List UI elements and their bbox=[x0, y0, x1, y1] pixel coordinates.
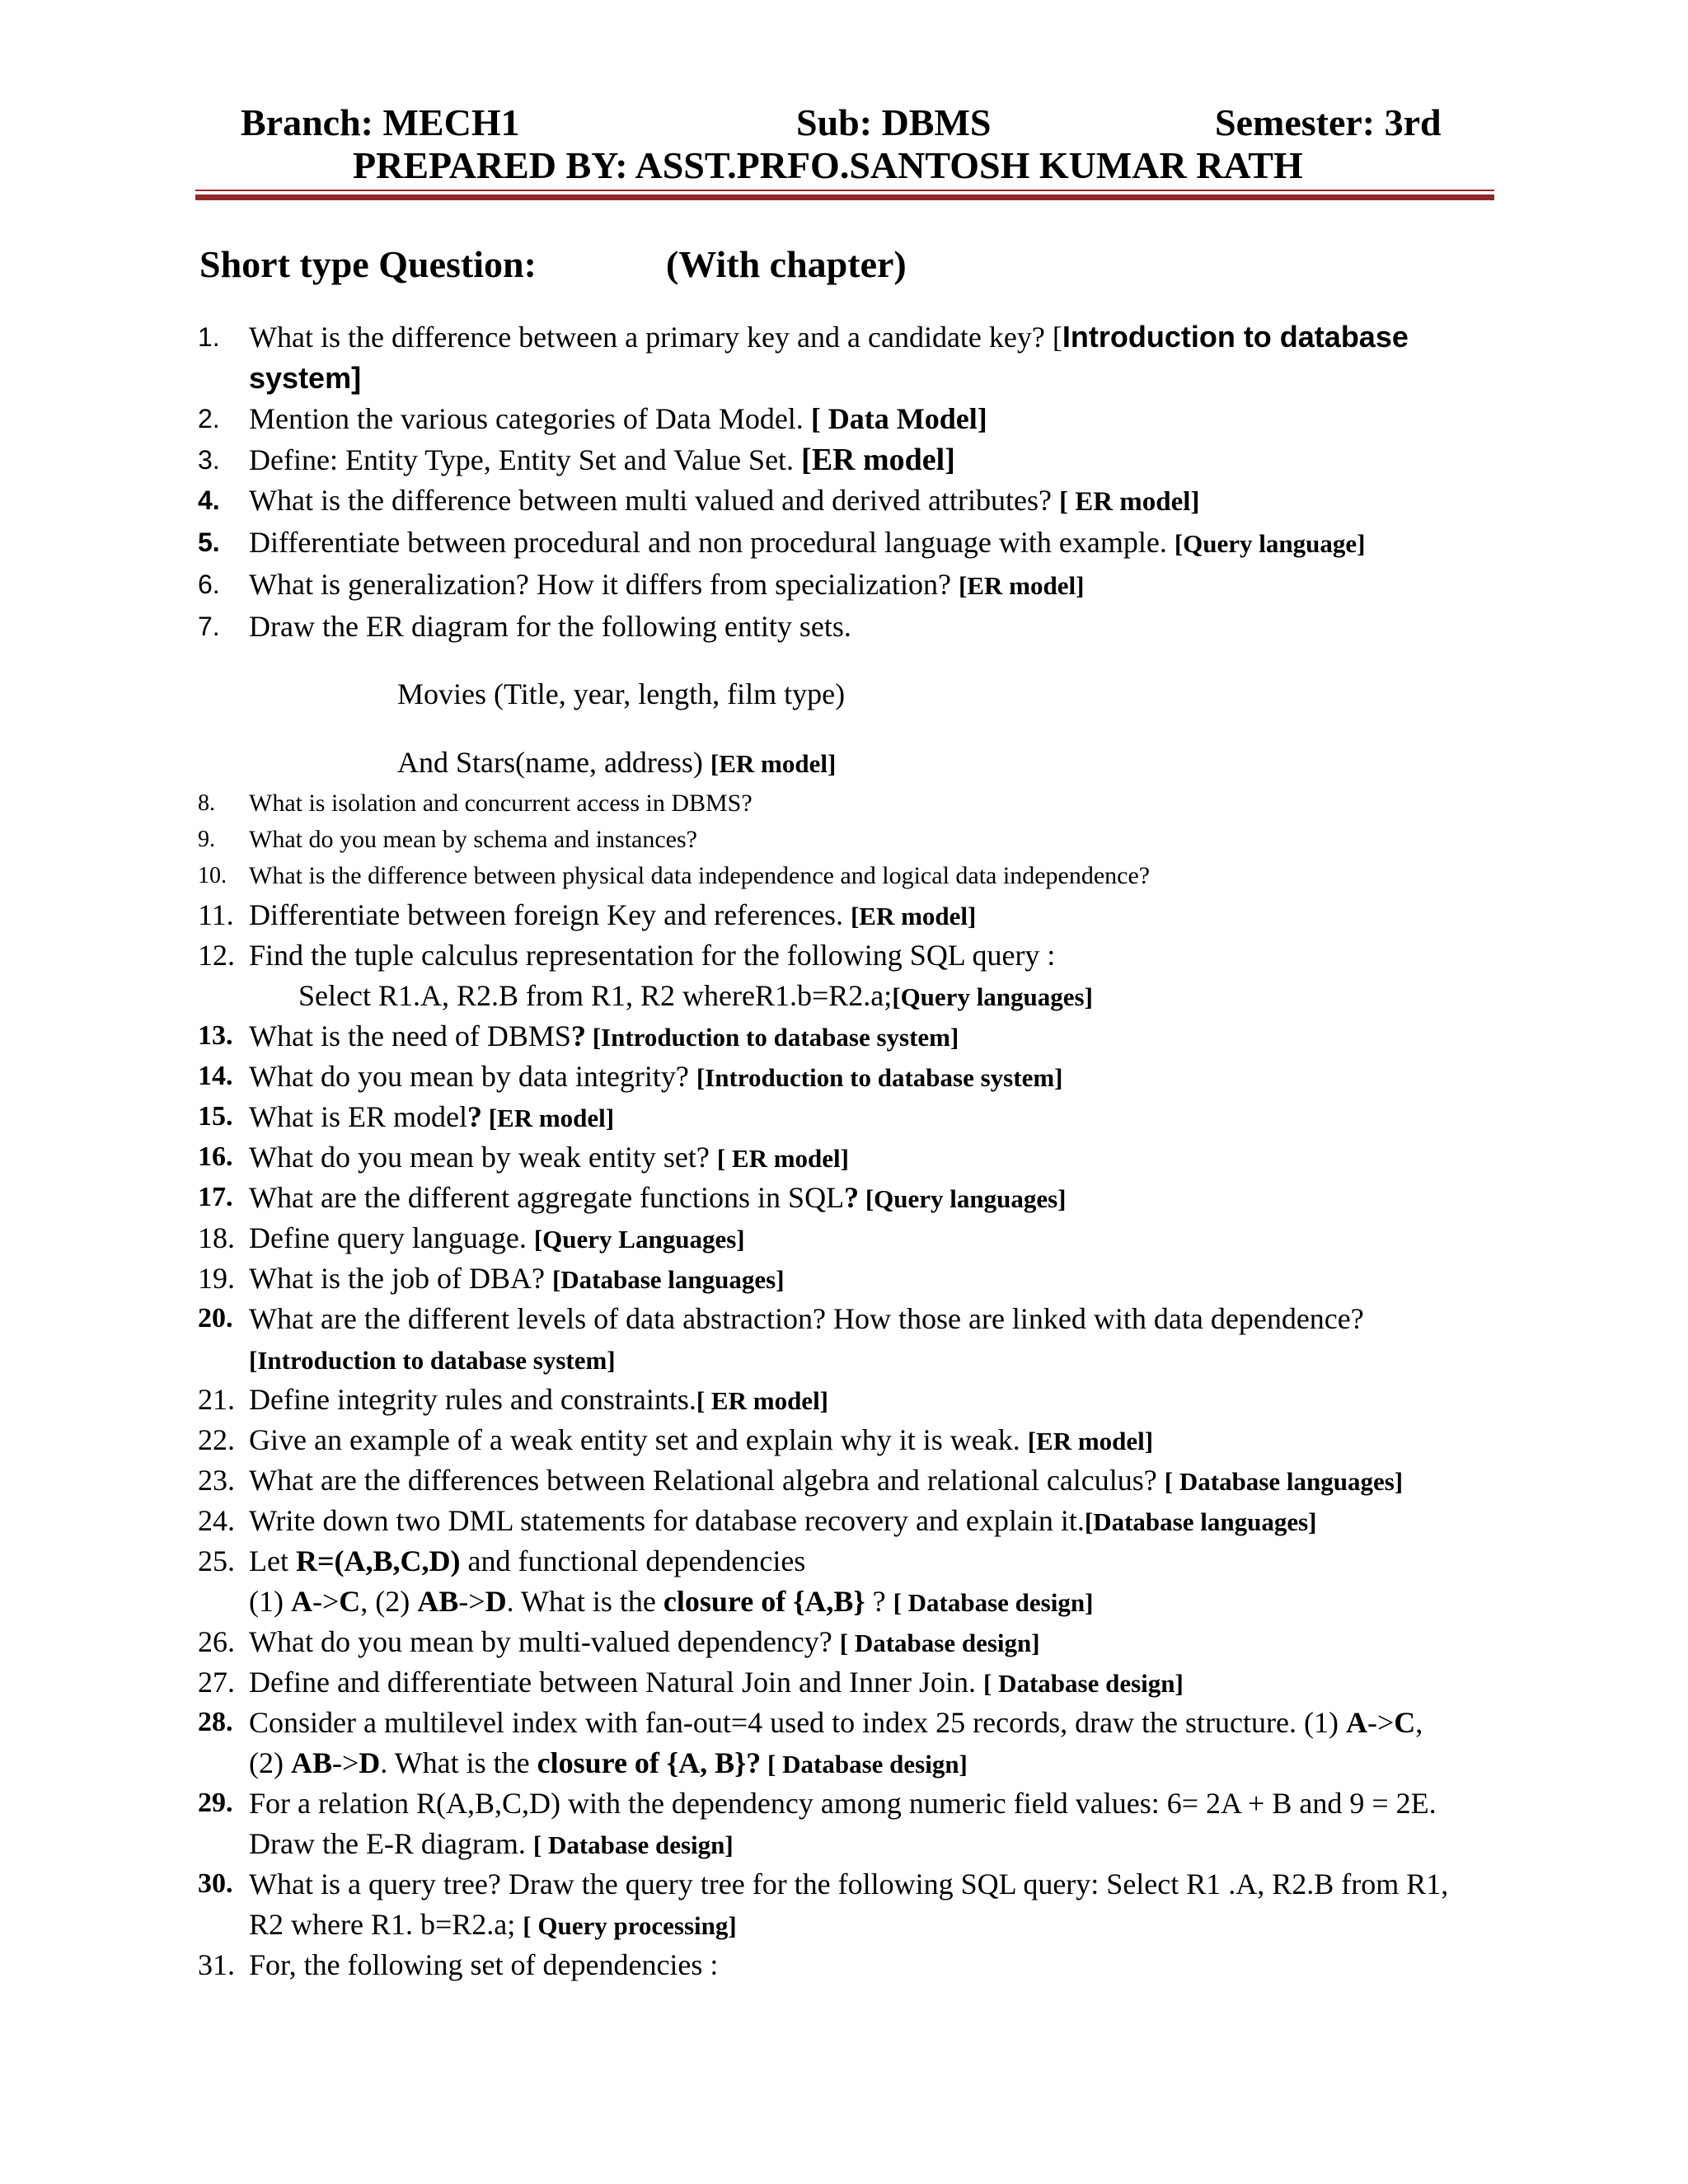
section-subtitle: (With chapter) bbox=[666, 243, 907, 285]
header-rule-thin bbox=[195, 190, 1494, 191]
document-page: Branch: MECH1 Sub: DBMS Semester: 3rd PREPARED BY: ASST.PRFO.SANTOSH KUMAR RATH Short type Question: (With chapter) 1. What is the difference between a primary key and a candidate key? [Introduction to database system] 2. Mention the various categories of Data Model. [ Data Model] 3. Define: Entity Type, Entity Set and Value Set. [ER model] 4. What is the difference between multi valued and derived attributes? [ ER model] 5. Differentiate between procedural and non procedural language with example. [Query language] 6. What is generalization? How it differs from specialization? [ER model] 7. Draw the ER diagram for the following entity sets. Movies (Title, year, length, film type) And Stars(name, address) [ER model] 8. What is isolation and concurrent access in DBMS? 9. What do you mean by schema and instances? 10. What is the difference between physical data independence and logical data independence? 11. Differentiate between foreign Key and references. [ER model] 12. Find the tuple calculus representation for the following SQL query : Select R1.A, R2.B from R1, R2 whereR1.b=R2.a;[Query languages] 13. What is the need of DBMS? [Introduction to database system] 14. What do you mean by data integrity? [Introduction to database system] 15. What is ER model? [ER model] 16. What do you mean by weak entity set? [ ER model] 17. What are the different aggregate functions in SQL? [Query languages] 18. Define query language. [Query Languages] 19. What is the job of DBA? [Database languages] 20. What are the different levels of data abstraction? How those are linked with data dependence? [Introduction to database system] 21. Define integrity rules and constraints.[ ER model] 22. Give an example of a weak entity set and explain why it is weak. [ER model] 23. What are the differences between Relational algebra and relational calculus? [ Database languages] 24. Write down two DML statements for database recovery and explain it.[Database languages] 25. Let R=(A,B,C,D) and functional dependencies (1) A->C, (2) AB->D. What is the closure of {A,B} ? [ Database design] 26. What do you mean by multi-valued dependency? [ Database design] 27. Define and differentiate between Natural Join and Inner Join. [ Database design] 28. Consider a multilevel index with fan-out=4 used to index 25 records, draw the structure. (1) A->C, (2) AB->D. What is the closure of {A, B}? [ Database design] 29. For a relation R(A,B,C,D) with the dependency among numeric field values: 6= 2A + B and 9 = 2E. Draw the E-R diagram. [ Database design] 30. What is a query tree? Draw the query tree for the following SQL query: Select R1 .A, R2.B from R1, R2 where R1. b=R2.a; [ Query processing] 31. For, the following set of dependencies : bbox=[0, 0, 1688, 2184]
semester-label: Semester: 3rd bbox=[1215, 101, 1442, 143]
subject-label: Sub: DBMS bbox=[796, 101, 992, 143]
branch-label: Branch: MECH1 bbox=[241, 101, 520, 143]
section-title: Short type Question: bbox=[199, 243, 537, 285]
header-rule-thick bbox=[195, 194, 1494, 200]
prepared-by-label: PREPARED BY: ASST.PRFO.SANTOSH KUMAR RATH bbox=[353, 144, 1303, 186]
